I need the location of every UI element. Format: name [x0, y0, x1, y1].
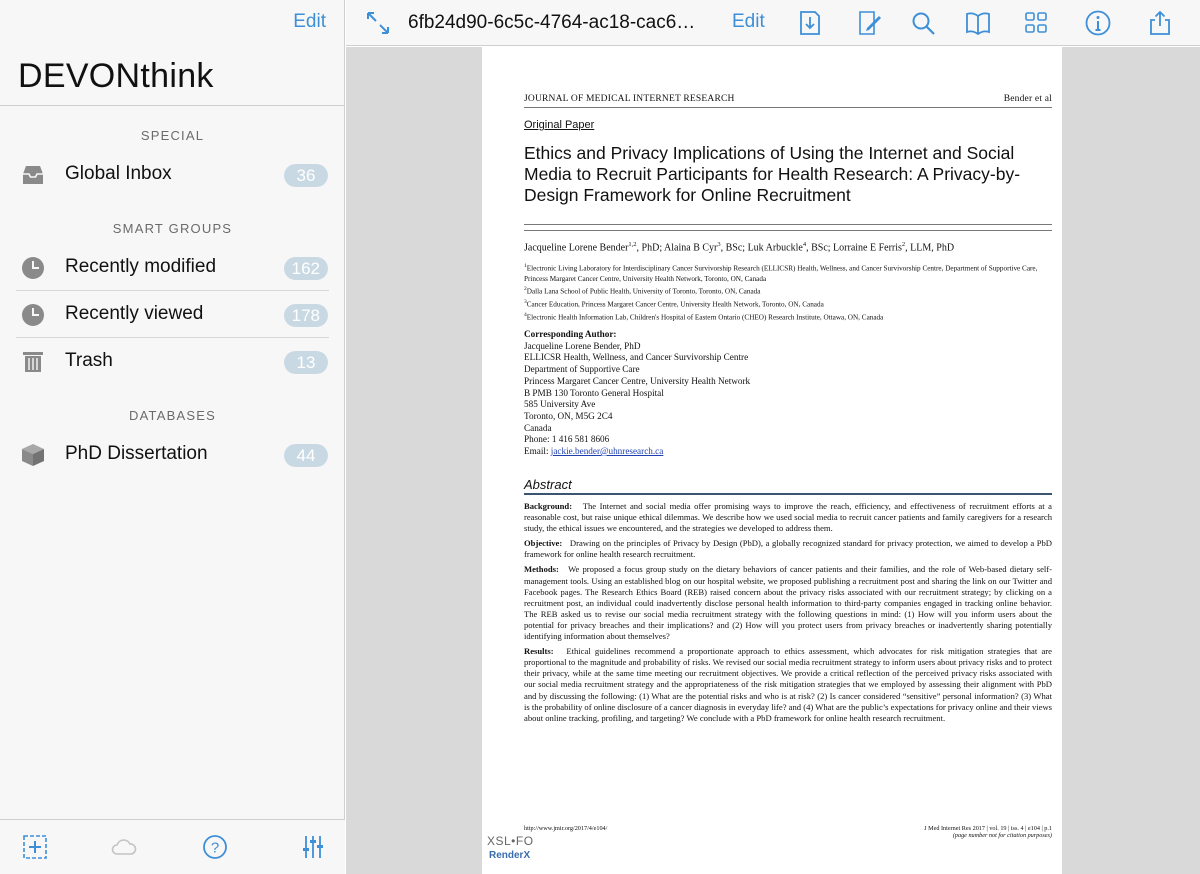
inbox-icon: [20, 162, 46, 188]
abstract-paragraph: [524, 538, 1052, 560]
author-name: Luk Arbuckle: [747, 242, 803, 254]
abstract-text: Drawing on the principles of Privacy by Design (PbD), a globally recognized standard for privacy protection, we aimed to develop a PbD framework for online health research recruitment.: [524, 538, 1052, 560]
count-badge: 44: [284, 444, 328, 467]
author-name: Alaina B Cyr: [664, 242, 718, 254]
corresponding-line: Jacqueline Lorene Bender, PhD: [524, 340, 641, 351]
database-box-icon: [20, 442, 46, 468]
xslfo-watermark: XSL•FO: [487, 834, 534, 848]
add-icon[interactable]: [21, 833, 49, 861]
footer-url: http://www.jmir.org/2017/4/e104/: [524, 825, 608, 832]
sidebar-bottom-toolbar: [0, 819, 345, 874]
count-badge: 13: [284, 351, 328, 374]
abstract-label: Objective:: [524, 538, 563, 549]
sidebar-item-recently-viewed[interactable]: [0, 291, 345, 338]
article-type: Original Paper: [524, 119, 595, 131]
divider: [524, 230, 1052, 231]
count-badge: 178: [284, 304, 328, 327]
abstract-heading: Abstract: [524, 477, 572, 492]
section-header-databases: DATABASES: [129, 408, 216, 423]
author-name: Jacqueline Lorene Bender: [524, 242, 629, 254]
abstract-text: Ethical guidelines recommend a proportionate approach to ethics assessment, which advocates for risk mitigation strategies that are proportional to the magnitude and probability of risks. We revised our social media recruitment strategy to inform users about privacy risks and to protect their privacy, while at the same time meeting our recruitment objectives. We provide a critical reflection of the perceived privacy risks associated with our social media recruitment strategy and the appropriateness of the risk mitigation strategies that we employed by assessing their alignment with PbD and by discussing the following: (1) What are the potential risks and who is at risk? (2) Is cancer considered “sensitive” personal information? (3) What is the probability of online disclosure of a cancer diagnosis in everyday life? and (4) What are the public’s expectations for privacy online and their views about online tracking, profiling, and targeting? We conclude with a PbD framework for online health research recruitment.: [524, 646, 1053, 723]
abstract-paragraph: [524, 501, 1052, 534]
sidebar-item-label: Global Inbox: [65, 163, 172, 184]
corresponding-heading: Corresponding Author:: [524, 329, 617, 339]
app-title: DEVONthink: [18, 57, 214, 95]
info-icon[interactable]: [1084, 9, 1112, 37]
email-link[interactable]: jackie.bender@uhnresearch.ca: [550, 446, 664, 457]
affiliation-text: Electronic Living Laboratory for Interdisciplinary Cancer Survivorship Research (ELLICSR) Health, Wellness, and Cancer Survivorship Centre, Department of Supportive Care, Princess Margaret Cancer Centre, University Health Network, Toronto, ON, Canada: [524, 264, 1038, 283]
sidebar: [0, 0, 345, 874]
author-sup: 2: [901, 241, 906, 248]
author-degree: , BSc;: [720, 242, 748, 254]
pdf-page: [482, 47, 1062, 874]
sidebar-item-global-inbox[interactable]: [0, 151, 345, 198]
document-title: 6fb24d90-6c5c-4764-ac18-cac6…: [408, 12, 696, 33]
corresponding-line: Toronto, ON, M5G 2C4: [524, 410, 613, 421]
help-icon[interactable]: [201, 833, 229, 861]
author-name: Lorraine E Ferris: [833, 242, 902, 254]
document-toolbar: [346, 0, 1200, 46]
abstract-body: [524, 501, 1052, 728]
corresponding-line: Canada: [524, 422, 552, 433]
sidebar-item-label: Recently viewed: [65, 303, 204, 324]
expand-icon[interactable]: [364, 9, 392, 37]
cloud-icon: [110, 833, 138, 861]
corresponding-author: [524, 329, 1052, 458]
author-sup: 4: [802, 241, 807, 248]
divider: [0, 105, 345, 106]
annotate-icon[interactable]: [855, 9, 883, 37]
divider: [524, 493, 1052, 495]
page-footer: [524, 825, 1052, 839]
email-label: Email:: [524, 446, 551, 457]
journal-name: JOURNAL OF MEDICAL INTERNET RESEARCH: [524, 94, 735, 104]
document-viewer[interactable]: [346, 47, 1200, 874]
sidebar-item-phd-dissertation[interactable]: [0, 431, 345, 478]
affiliation: [524, 297, 1052, 310]
corresponding-line: Princess Margaret Cancer Centre, University Health Network: [524, 375, 751, 386]
abstract-text: We proposed a focus group study on the dietary behaviors of cancer patients and their families, and the role of Web-based dietary self-management tools. Using an established blog on our hospital website, we proposed publishing a recruitment post and sharing the link on our Twitter and Facebook pages. The Research Ethics Board (REB) raised concern about the privacy risks associated with our recruitment strategy; by clicking on a recruitment post, an individual could inadvertently disclose personal health information to third-party companies engaged in tracking online behavior. The REB asked us to revise our social media recruitment strategy with the following questions in mind: (1) How will you inform users about the potential for privacy breaches and their implications? and (2) How will you protect users from privacy breaches or inadvertently sharing potentially identifying information about themselves?: [524, 564, 1053, 642]
author-degree: , LLM, PhD: [905, 242, 955, 254]
grid-icon[interactable]: [1022, 9, 1050, 37]
toolbar-edit-button[interactable]: Edit: [732, 11, 765, 32]
corresponding-line: 585 University Ave: [524, 399, 596, 410]
abstract-label: Results:: [524, 646, 554, 657]
save-icon[interactable]: [795, 9, 823, 37]
abstract-label: Methods:: [524, 564, 559, 575]
sidebar-edit-button[interactable]: Edit: [293, 11, 326, 32]
corresponding-line: B PMB 130 Toronto General Hospital: [524, 387, 664, 398]
affiliation-text: Cancer Education, Princess Margaret Cancer Centre, University Health Network, Toronto, ON, Canada: [526, 300, 824, 309]
clock-icon: [20, 255, 46, 281]
share-icon[interactable]: [1146, 9, 1174, 37]
footer-citation: J Med Internet Res 2017 | vol. 19 | iss. 4 | e104 | p.1: [924, 825, 1052, 832]
divider: [524, 107, 1052, 108]
author-degree: , BSc;: [806, 242, 834, 254]
affiliation-num: 4: [524, 312, 527, 319]
email-line: [524, 446, 1052, 458]
book-icon[interactable]: [964, 9, 992, 37]
section-header-special: SPECIAL: [140, 128, 205, 143]
abstract-label: Background:: [524, 501, 573, 511]
search-icon[interactable]: [909, 9, 937, 37]
trash-icon: [20, 349, 46, 375]
svg-text:?: ?: [210, 839, 220, 857]
author-sup: 3: [717, 241, 721, 248]
sidebar-item-label: Trash: [65, 350, 113, 371]
author-list: [524, 241, 1052, 253]
paper-title: Ethics and Privacy Implications of Using the Internet and Social Media to Recruit Participants for Health Research: A Privacy-by-Design Framework for Online Recruitment: [524, 143, 1021, 205]
sidebar-item-label: PhD Dissertation: [65, 443, 208, 464]
abstract-paragraph: [524, 646, 1052, 724]
renderx-watermark: RenderX: [489, 850, 531, 861]
affiliation: [524, 284, 1052, 297]
sidebar-item-label: Recently modified: [65, 256, 217, 277]
page-header: [524, 94, 1052, 104]
sidebar-item-recently-modified[interactable]: [0, 244, 345, 291]
affiliation-num: 2: [524, 286, 527, 293]
affiliation-num: 1: [524, 263, 527, 269]
corresponding-line: Department of Supportive Care: [524, 364, 640, 375]
abstract-text: The Internet and social media offer promising ways to improve the reach, efficiency, and effectiveness of recruitment efforts at a reasonable cost, but raise unique ethical dilemmas. We describe how we used social media to recruit cancer patients and family caregivers for a research study, the ethical issues we encountered, and the strategies we developed to address them.: [524, 501, 1052, 534]
settings-sliders-icon[interactable]: [299, 833, 327, 861]
corresponding-line: ELLICSR Health, Wellness, and Cancer Survivorship Centre: [524, 352, 749, 363]
author-degree: , PhD;: [636, 242, 665, 254]
affiliation-text: Dalla Lana School of Public Health, University of Toronto, Toronto, ON, Canada: [526, 287, 761, 296]
count-badge: 162: [284, 257, 328, 280]
running-author: Bender et al: [1003, 94, 1052, 104]
corresponding-line: Phone: 1 416 581 8606: [524, 434, 610, 445]
affiliation-num: 3: [524, 299, 527, 306]
affiliation: [524, 261, 1052, 284]
abstract-paragraph: [524, 564, 1052, 642]
affiliations: [524, 261, 1052, 323]
footer-citation-block: [924, 825, 1052, 839]
author-sup: 1,2: [628, 241, 637, 248]
clock-icon: [20, 302, 46, 328]
footer-note: (page number not for citation purposes): [952, 832, 1052, 839]
sidebar-item-trash[interactable]: [0, 338, 345, 385]
divider: [524, 224, 1052, 225]
section-header-smart-groups: SMART GROUPS: [112, 221, 233, 236]
affiliation-text: Electronic Health Information Lab, Children's Hospital of Eastern Ontario (CHEO) Research Institute, Ottawa, ON, Canada: [526, 313, 884, 322]
count-badge: 36: [284, 164, 328, 187]
affiliation: [524, 310, 1052, 323]
